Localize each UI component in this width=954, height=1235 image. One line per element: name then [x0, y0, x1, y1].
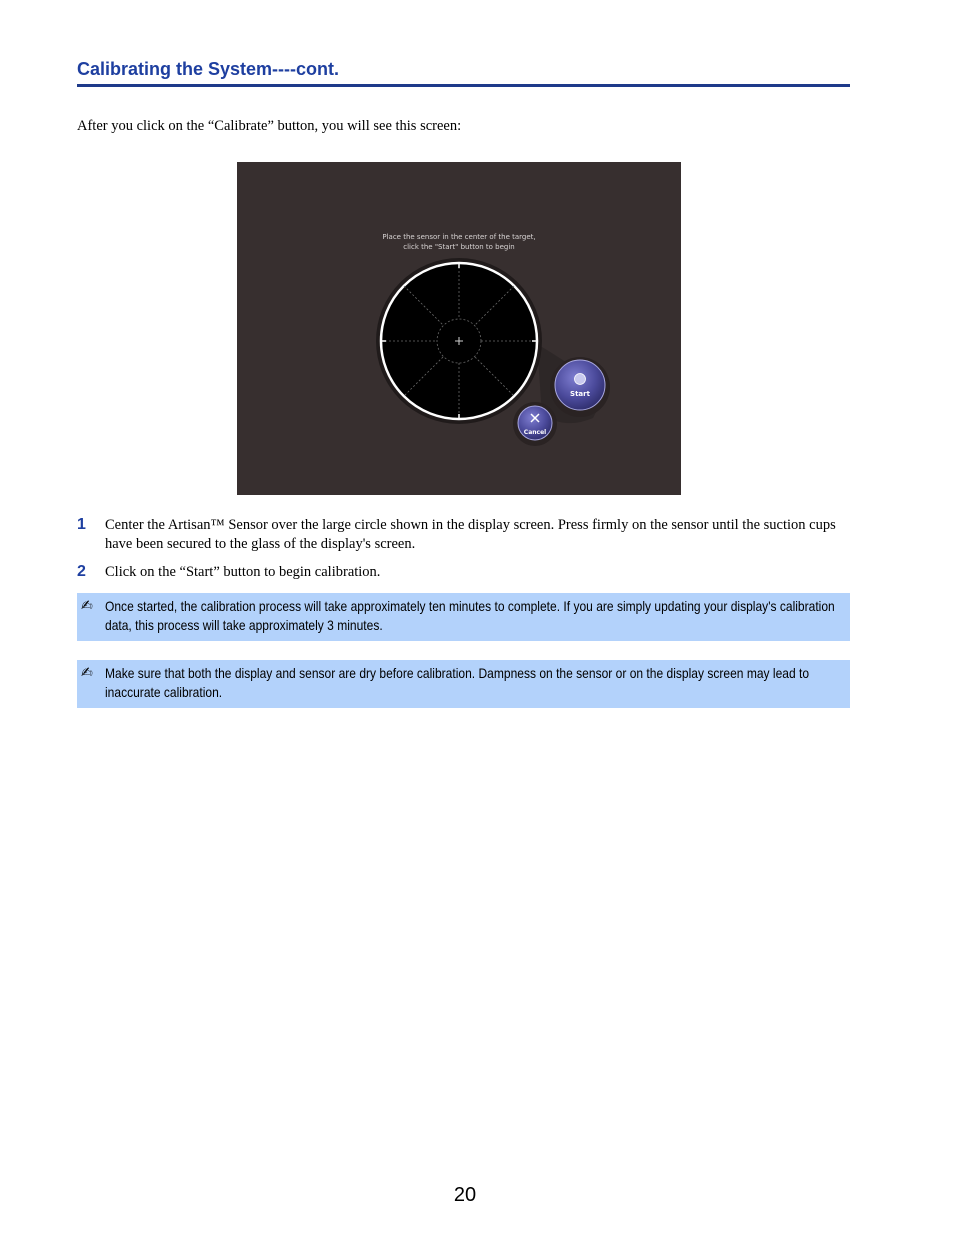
- start-button[interactable]: [553, 358, 607, 412]
- writing-hand-icon: ✍: [81, 598, 93, 614]
- writing-hand-icon: ✍: [81, 665, 93, 681]
- cancel-button[interactable]: [516, 407, 554, 445]
- step-text: Center the Artisan™ Sensor over the large circle shown in the display screen. Press firmly on the sensor until the suction cups have been secured to the glass of the display's screen.: [105, 517, 836, 552]
- step-1: [77, 516, 850, 554]
- step-text: Click on the “Start” button to begin calibration.: [105, 564, 381, 580]
- calibration-instruction-line-1: Place the sensor in the center of the target,: [382, 233, 536, 241]
- note-text: Make sure that both the display and sensor are dry before calibration. Dampness on the sensor or on the display screen may lead to inaccurate calibration.: [105, 665, 810, 700]
- calibration-screenshot: [237, 162, 681, 495]
- step-number: 2: [77, 563, 86, 580]
- calibration-instruction-line-2: click the "Start" button to begin: [403, 243, 515, 251]
- calibration-instruction: [237, 232, 681, 252]
- note-text: Once started, the calibration process will take approximately ten minutes to complete. If you are simply updating your display's calibration data, this process will take approximately 3 minutes.: [105, 598, 835, 633]
- start-button-label: Start: [570, 390, 590, 398]
- calibration-target-graphic: [237, 162, 681, 495]
- title-divider: [77, 84, 850, 87]
- cancel-button-label: Cancel: [523, 429, 547, 436]
- step-2: [77, 563, 850, 582]
- intro-paragraph: After you click on the “Calibrate” button, you will see this screen:: [77, 118, 462, 134]
- page-number: 20: [453, 1184, 477, 1206]
- note-box-dryness: [77, 660, 850, 708]
- step-number: 1: [77, 516, 86, 533]
- section-title: Calibrating the System----cont.: [77, 59, 340, 79]
- note-box-duration: [77, 593, 850, 641]
